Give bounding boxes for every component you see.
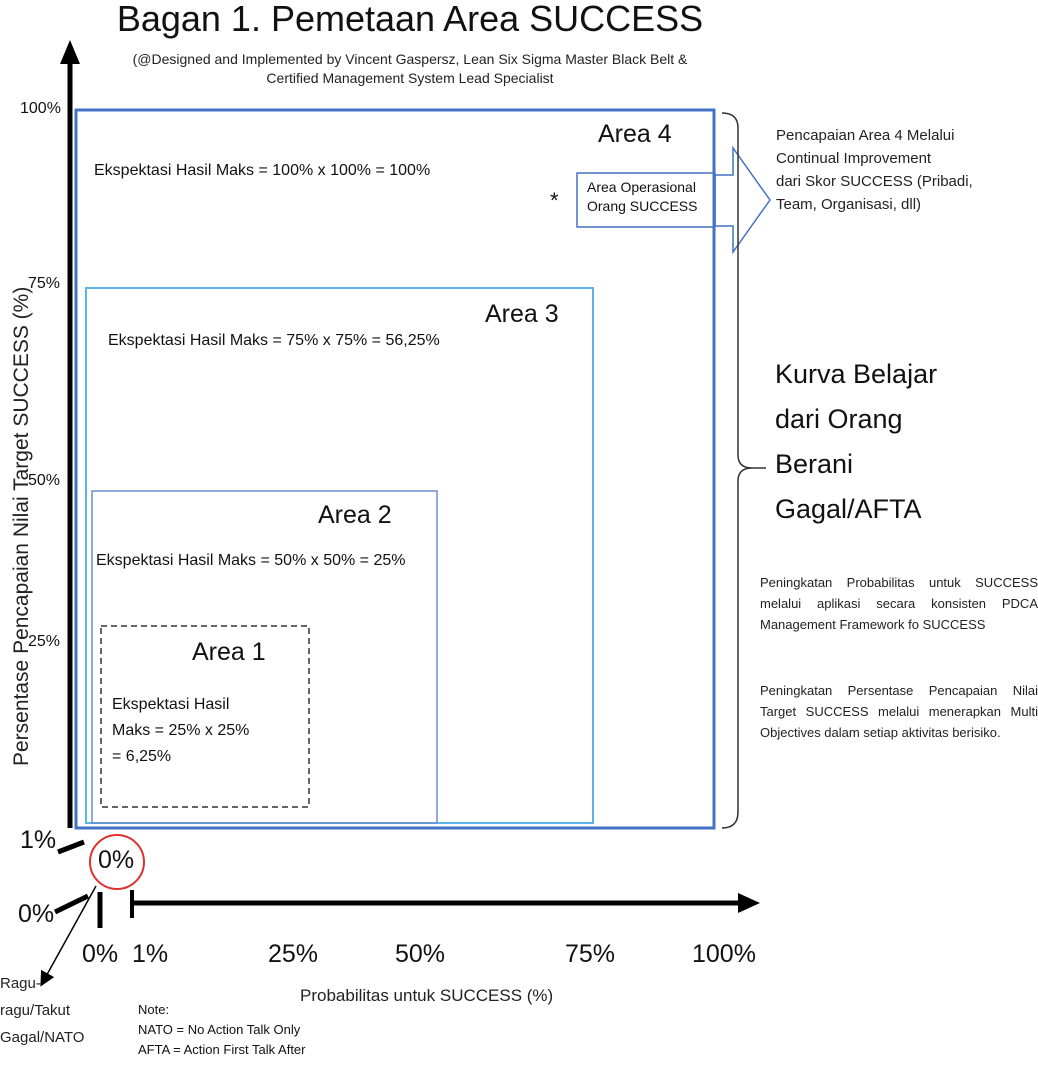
credit-line-1: (@Designed and Implemented by Vincent Gaspersz, Lean Six Sigma Master Black Belt &: [132, 51, 688, 67]
area-1-expect-line-3: = 6,25%: [112, 748, 172, 765]
area-4-title: Area 4: [598, 120, 672, 148]
x-tick-100: 100%: [692, 940, 756, 968]
percentage-paragraph: Peningkatan Persentase Pencapaian Nilai Target SUCCESS melalui menerapkan Multi Objectives dalam setiap aktivitas berisiko.: [760, 683, 1038, 740]
improvement-line-2: Continual Improvement: [776, 150, 932, 167]
operational-area-label: [587, 178, 697, 216]
y-axis-title: Persentase Pencapaian Nilai Target SUCCESS (%): [10, 286, 33, 766]
nato-line-2: ragu/Takut: [0, 1002, 71, 1019]
kurva-line-4: Gagal/AFTA: [775, 494, 922, 524]
improvement-line-1: Pencapaian Area 4 Melalui: [776, 127, 955, 144]
improvement-line-3: dari Skor SUCCESS (Pribadi,: [776, 173, 973, 190]
area-1-expect-line-1: Ekspektasi Hasil: [112, 696, 230, 713]
area-1-expect-line-2: Maks = 25% x 25%: [112, 722, 250, 739]
nato-label: [0, 970, 84, 1051]
operational-line-1: Area Operasional: [587, 179, 696, 195]
nato-line-3: Gagal/NATO: [0, 1029, 85, 1046]
area-1-expectation: [112, 692, 249, 770]
kurva-line-1: Kurva Belajar: [775, 359, 938, 389]
nato-line-1: Ragu-: [0, 975, 41, 992]
x-axis-arrowhead: [738, 893, 760, 913]
y-tick-0: 0%: [18, 900, 55, 928]
probability-paragraph: Peningkatan Probabilitas untuk SUCCESS melalui aplikasi secara konsisten PDCA Management Framework fo SUCCESS: [760, 575, 1038, 632]
area-2-title: Area 2: [318, 501, 392, 529]
asterisk-marker: *: [550, 188, 559, 213]
y-one-percent-stub: [58, 842, 84, 852]
y-tick-25: 25%: [28, 633, 61, 650]
area-3-expectation: Ekspektasi Hasil Maks = 75% x 75% = 56,25%: [108, 332, 440, 349]
origin-label: 0%: [98, 846, 135, 874]
improvement-arrow: [715, 148, 770, 252]
x-tick-50: 50%: [395, 940, 446, 968]
x-tick-25: 25%: [268, 940, 319, 968]
area-2-expectation: Ekspektasi Hasil Maks = 50% x 50% = 25%: [96, 552, 406, 569]
area-3-title: Area 3: [485, 300, 559, 328]
x-tick-0: 0%: [82, 940, 119, 968]
improvement-line-4: Team, Organisasi, dll): [776, 196, 922, 213]
y-axis-arrowhead: [60, 40, 80, 64]
x-tick-1: 1%: [132, 940, 169, 968]
right-brace: [722, 113, 752, 828]
credit-line-2: Certified Management System Lead Specialist: [266, 70, 554, 86]
note-title: Note:: [138, 1002, 170, 1017]
y-tick-100: 100%: [20, 100, 61, 117]
note-afta: AFTA = Action First Talk After: [138, 1042, 306, 1057]
x-tick-75: 75%: [565, 940, 616, 968]
y-tick-1: 1%: [20, 826, 57, 854]
kurva-line-3: Berani: [775, 449, 854, 479]
area-1-title: Area 1: [192, 638, 266, 666]
note-nato: NATO = No Action Talk Only: [138, 1022, 301, 1037]
operational-line-2: Orang SUCCESS: [587, 198, 698, 214]
note-block: [138, 1000, 306, 1060]
kurva-line-2: dari Orang: [775, 404, 903, 434]
y-tick-50: 50%: [28, 472, 61, 489]
learning-curve-label: [775, 352, 937, 532]
y-tick-75: 75%: [28, 275, 61, 292]
x-axis-title: Probabilitas untuk SUCCESS (%): [300, 986, 554, 1005]
improvement-text: [776, 124, 973, 216]
area-4-expectation: Ekspektasi Hasil Maks = 100% x 100% = 100%: [94, 162, 431, 179]
diagram-title: Bagan 1. Pemetaan Area SUCCESS: [116, 0, 704, 39]
